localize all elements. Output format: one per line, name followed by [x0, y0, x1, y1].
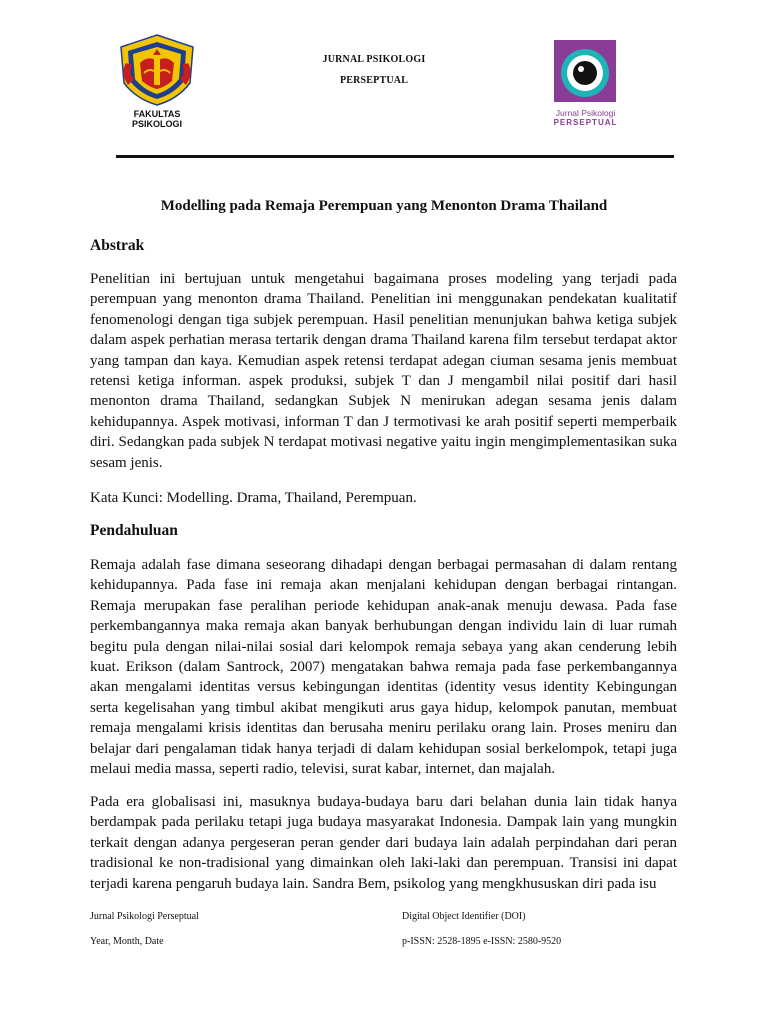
- footer-issn: p-ISSN: 2528-1895 e-ISSN: 2580-9520: [402, 936, 562, 947]
- keywords: Kata Kunci: Modelling. Drama, Thailand, Perempuan.: [90, 490, 417, 506]
- journal-logo-caption-2: PERSEPTUAL: [553, 118, 618, 127]
- article-title: Modelling pada Remaja Perempuan yang Menonton Drama Thailand: [160, 198, 608, 214]
- header-divider: [116, 155, 674, 158]
- journal-title-line2: PERSEPTUAL: [339, 75, 409, 86]
- journal-title-line1: JURNAL PSIKOLOGI: [322, 54, 426, 65]
- footer-journal-name: Jurnal Psikologi Perseptual: [90, 911, 199, 922]
- journal-logo-caption-1: Jurnal Psikologi: [555, 108, 616, 118]
- faculty-logo: [118, 33, 196, 133]
- footer-date: Year, Month, Date: [90, 936, 164, 947]
- abstract-heading: Abstrak: [90, 237, 145, 254]
- footer-doi: Digital Object Identifier (DOI): [402, 911, 526, 922]
- eye-icon: [554, 40, 616, 102]
- faculty-seal-icon: [118, 33, 196, 107]
- faculty-logo-caption-1: FAKULTAS: [133, 109, 181, 119]
- introduction-paragraph-2: Pada era globalisasi ini, masuknya budaya-budaya baru dari belahan dunia lain tidak hanya berdampak pada perilaku tetapi juga budaya masyarakat Indonesia. Dampak lain yang mungkin terkait dengan adanya pergeseran peran gender dari budaya lain adalah perpindahan dari peran tradisional ke non-tradisional yang dimainkan oleh laki-laki dan perempuan. Transisi ini dapat terjadi karena pengaruh budaya lain. Sandra Bem, psikolog yang mengkhususkan diri pada isu: [90, 794, 677, 892]
- faculty-logo-caption-2: PSIKOLOGI: [131, 119, 182, 129]
- introduction-paragraph-1: Remaja adalah fase dimana seseorang dihadapi dengan berbagai permasahan di dalam rentang kehidupannya. Pada fase ini remaja akan menjalani kehidupan dengan berbagai rintangan. Remaja merupakan fase peralihan periode kehidupan anak-anak menuju dewasa. Pada fase perkembangannya maka remaja akan banyak berhubungan dengan individu lain di luar rumah begitu pula dengan nilai-nilai sosial dari kelompok remaja sebaya yang akan cenderung lebih kuat. Erikson (dalam Santrock, 2007) mengatakan bahwa remaja pada fase perkembangannya akan mengalami identitas versus kebingungan identitas (identity vesus identity Kebingungan serta kegelisahan yang timbul akibat mengikuti arus gaya hidup, kelompok panutan, membuat remaja mengalami krisis identitas dan berusaha meniru perilaku orang lain. Proses meniru dan belajar dari pengalaman tidak hanya terjadi di dalam kehidupan sosial berkelompok, tetapi juga melaui media massa, seperti radio, televisi, surat kabar, internet, dan majalah.: [90, 557, 677, 778]
- journal-logo-box: [554, 40, 616, 102]
- introduction-heading: Pendahuluan: [90, 522, 178, 539]
- abstract-paragraph: Penelitian ini bertujuan untuk mengetahui bagaimana proses modeling yang terjadi pada perempuan yang menonton drama Thailand. Penelitian ini menggunakan pendekatan kualitatif fenomenologi dengan tiga subjek perempuan. Hasil penelitian menunjukan bahwa ketiga subjek dalam aspek perhatian merasa tertarik dengan drama Thailand karena film tersebut terdapat aktor yang tampan dan kaya. Kemudian aspek retensi terdapat adegan ciuman sesama jenis membuat retensi ketiga informan. aspek produksi, subjek T dan J mengambil nilai positif dari hasil menonton drama Thailand, sedangkan Subjek N menirukan adegan sesama jenis dalam kehidupannya. Aspek motivasi, informan T dan J termotivasi ke arah positif seperti memperbaik diri. Sedangkan pada subjek N terdapat motivasi negative yaitu ingin mengimplementasikan suka sesam jenis.: [90, 271, 677, 471]
- journal-logo: [548, 38, 623, 133]
